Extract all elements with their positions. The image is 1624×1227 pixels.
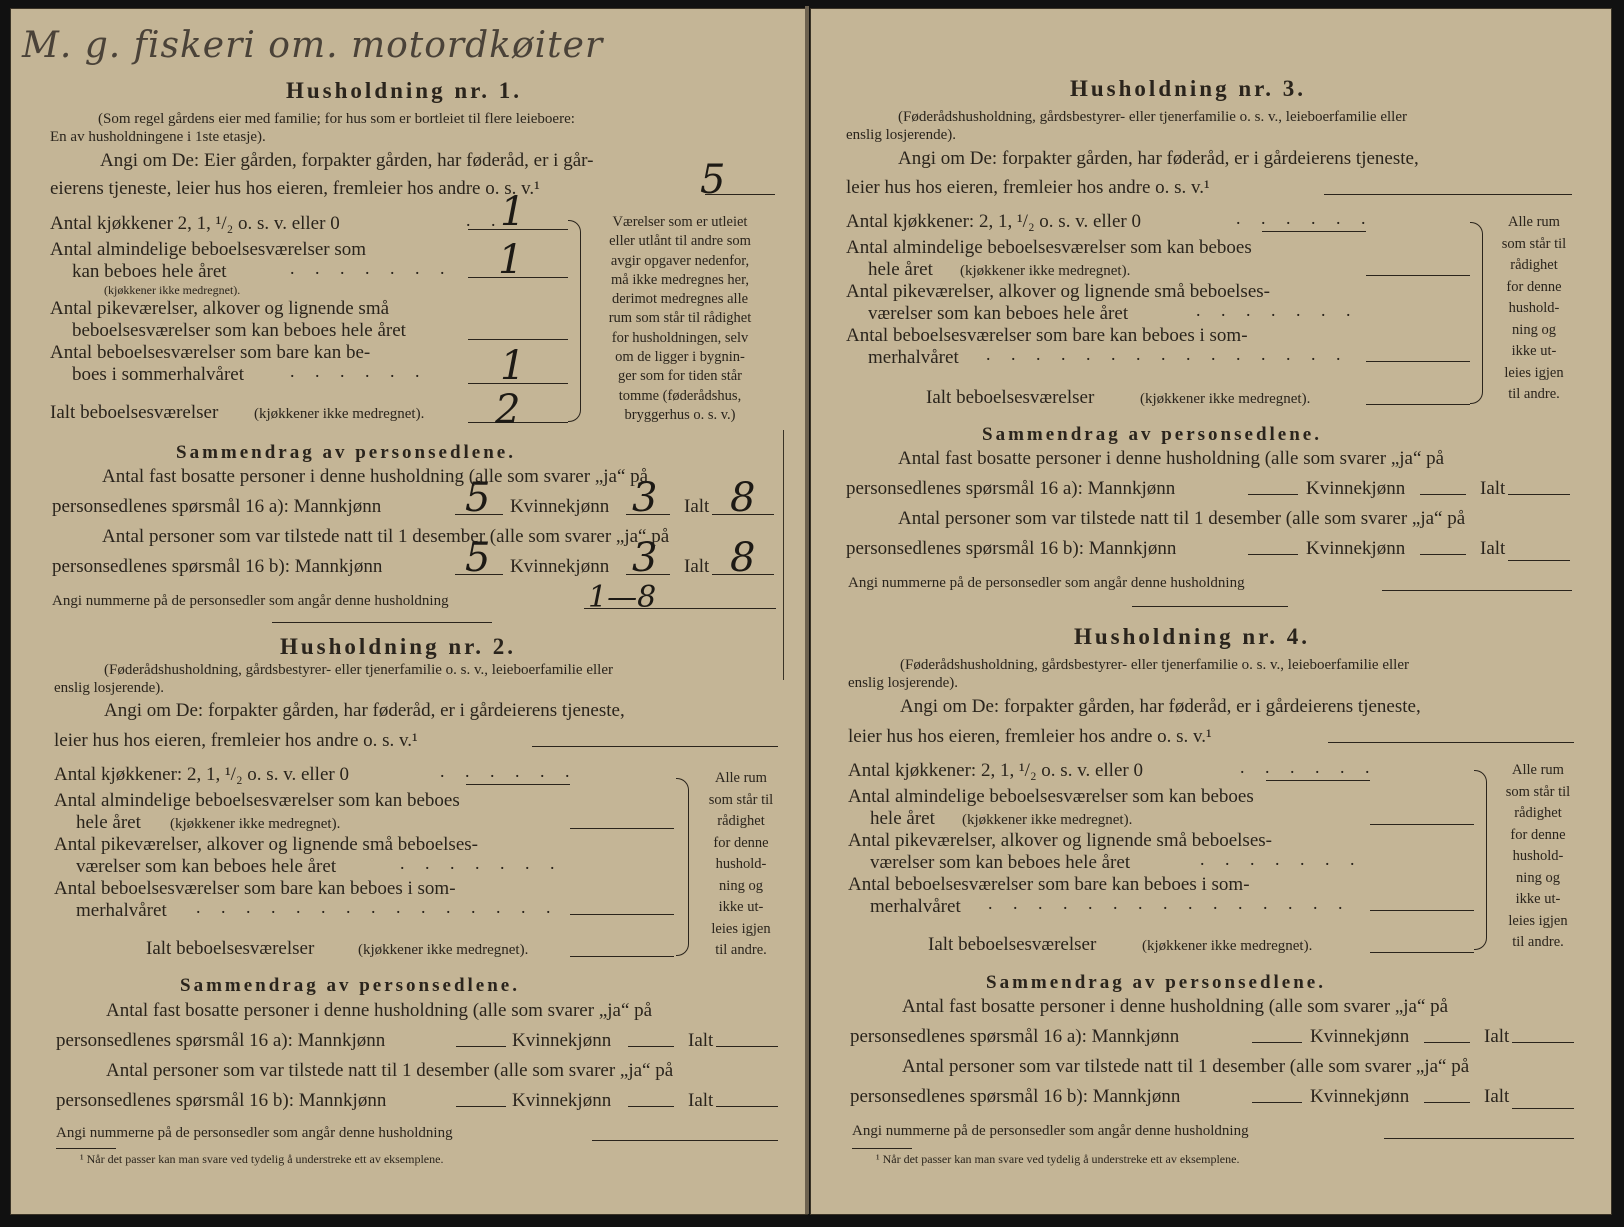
household-3-b-female-label: Kvinnekjønn bbox=[1306, 538, 1406, 559]
household-3-rooms-note: Alle rum som står til rådighet for denne hushold- ning og ikke ut- leies igjen til andre. bbox=[1501, 214, 1567, 402]
footnote-right: ¹ Når det passer kan man svare ved tydelig å understreke ett av eksemplene. bbox=[876, 1152, 1240, 1166]
household-1-title: Husholdning nr. 1. bbox=[286, 78, 522, 103]
household-4-rooms-note: Alle rum som står til rådighet for denne hushold- ning og ikke ut- leies igjen til andre. bbox=[1505, 762, 1571, 950]
household-3-angi-line-2: leier hus hos eieren, fremleier hos andre o. s. v.¹ bbox=[846, 177, 1210, 198]
household-3-total-rooms-label: Ialt beboelsesværelser bbox=[926, 387, 1095, 408]
household-1-a-total-answer: 8 bbox=[730, 475, 756, 521]
household-1-angi-line-2: eierens tjeneste, leier hus hos eieren, fremleier hos andre o. s. v.¹ bbox=[50, 178, 540, 199]
household-4-maid-rooms-line-2: værelser som kan beboes hele året bbox=[870, 852, 1131, 873]
household-4-numbers-label: Angi nummerne på de personsedler som angår denne husholdning bbox=[852, 1123, 1249, 1139]
household-4-ordinary-rooms-note: (kjøkkener ikke medregnet). bbox=[962, 812, 1133, 828]
household-1-ordinary-rooms-answer: 1 bbox=[498, 237, 524, 283]
household-2-a-female-label: Kvinnekjønn bbox=[512, 1030, 612, 1051]
footnote-left: ¹ Når det passer kan man svare ved tydelig å understreke ett av eksemplene. bbox=[80, 1152, 444, 1166]
household-2-ordinary-rooms-note: (kjøkkener ikke medregnet). bbox=[170, 816, 341, 832]
household-2-maid-rooms-line-2: værelser som kan beboes hele året bbox=[76, 856, 337, 877]
household-4-summary-a-line-2: personsedlenes spørsmål 16 a): Mannkjønn bbox=[850, 1026, 1180, 1047]
household-2-title: Husholdning nr. 2. bbox=[280, 634, 516, 659]
household-3-subtitle-2: enslig losjerende). bbox=[846, 127, 956, 143]
household-1-a-female-label: Kvinnekjønn bbox=[510, 496, 610, 517]
household-1-summer-rooms-answer: 1 bbox=[500, 343, 526, 389]
household-1-a-male-answer: 5 bbox=[465, 475, 491, 521]
household-2-summer-rooms-line-2: merhalvåret bbox=[76, 900, 167, 921]
household-4-b-total-label: Ialt bbox=[1484, 1086, 1510, 1107]
household-4-subtitle-2: enslig losjerende). bbox=[848, 675, 958, 691]
household-1-maid-rooms-line-2: beboelsesværelser som kan beboes hele året bbox=[72, 320, 406, 341]
household-2-summary-a-line-2: personsedlenes spørsmål 16 a): Mannkjønn bbox=[56, 1030, 386, 1051]
household-4-ordinary-rooms-line-1: Antal almindelige beboelsesværelser som kan beboes bbox=[848, 786, 1254, 807]
household-3-title: Husholdning nr. 3. bbox=[1070, 76, 1306, 101]
household-1-b-male-answer: 5 bbox=[465, 535, 491, 581]
household-3-separator bbox=[1132, 606, 1288, 607]
page-fold bbox=[805, 6, 809, 1214]
household-4-summary-b-line-1: Antal personer som var tilstede natt til 1 desember (alle som svarer „ja“ på bbox=[902, 1056, 1470, 1077]
household-4-kitchens-label: Antal kjøkkener: 2, 1, ¹/₂ o. s. v. eller 0 bbox=[848, 760, 1143, 781]
household-3-summary-title: Sammendrag av personsedlene. bbox=[982, 424, 1322, 445]
household-4-subtitle-1: (Føderådshusholdning, gårdsbestyrer- eller tjenerfamilie o. s. v., leieboerfamilie eller bbox=[900, 657, 1409, 673]
household-1-subtitle-1: (Som regel gårdens eier med familie; for hus som er bortleiet til flere leieboere: bbox=[98, 111, 575, 127]
household-3-a-total-label: Ialt bbox=[1480, 478, 1506, 499]
household-4-a-total-label: Ialt bbox=[1484, 1026, 1510, 1047]
household-4-summary-title: Sammendrag av personsedlene. bbox=[986, 972, 1326, 993]
household-1-kitchens-answer: 1 bbox=[500, 189, 526, 235]
household-1-maid-rooms-line-1: Antal pikeværelser, alkover og lignende små bbox=[50, 298, 390, 319]
household-4-total-rooms-label: Ialt beboelsesværelser bbox=[928, 934, 1097, 955]
household-3-numbers-label: Angi nummerne på de personsedler som angår denne husholdning bbox=[848, 575, 1245, 591]
household-1-a-female-answer: 3 bbox=[632, 475, 658, 521]
household-1-ordinary-rooms-line-1: Antal almindelige beboelsesværelser som bbox=[50, 239, 367, 260]
household-1-numbers-answer: 1—8 bbox=[588, 580, 657, 615]
household-4-angi-line-1: Angi om De: forpakter gården, har føderåd, er i gårdeierens tjeneste, bbox=[900, 696, 1421, 717]
household-2-subtitle-1: (Føderådshusholdning, gårdsbestyrer- eller tjenerfamilie o. s. v., leieboerfamilie eller bbox=[104, 662, 613, 678]
household-1-angi-line-1: Angi om De: Eier gården, forpakter gården, har føderåd, er i går- bbox=[100, 150, 594, 171]
household-4-summary-b-line-2: personsedlenes spørsmål 16 b): Mannkjønn bbox=[850, 1086, 1181, 1107]
household-3-total-rooms-note: (kjøkkener ikke medregnet). bbox=[1140, 391, 1311, 407]
household-3-b-total-label: Ialt bbox=[1480, 538, 1506, 559]
household-1-b-female-answer: 3 bbox=[632, 535, 658, 581]
household-3-summary-a-line-2: personsedlenes spørsmål 16 a): Mannkjønn bbox=[846, 478, 1176, 499]
census-form-spread: M. g. fiskeri om. motordkøiter Husholdning nr. 1. (Som regel gårdens eier med familie; for hus som er bortleiet til flere leieboere: En av husholdningene i 1ste etasje). Angi om De: Eier gården, forpakter gården, har føderåd, er i går- eierens tjeneste, leier hus hos eieren, fremleier hos andre o. s. v.¹ 5 Antal kjøkkener 2, 1, ¹/₂ o. s. v. eller 0 . . 1 Antal almindelige beboelsesværelser som kan beboes hele året . . . . . . . (kjøkkener ikke medregnet). 1 Antal pikeværelser, alkover og lignende små beboelsesværelser som kan beboes hele året Antal beboelsesværelser som bare kan be- boes i sommerhalvåret . . . . . . 1 Ialt beboelsesværelser (kjøkkener ikke medregnet). 2 Værelser som er utleiet eller utlånt til andre som avgir opgaver nedenfor, må ikke medregnes her, derimot medregnes alle rum som står til rådighet for husholdningen, selv om de ligger i bygnin- ger som for tiden står tomme (føderådshus, bryggerhus o. s. v.) Sammendrag av personsedlene. Antal fast bosatte personer i denne husholdning (alle som svarer „ja“ på personsedlenes spørsmål 16 a): Mannkjønn 5 Kvinnekjønn 3 Ialt 8 Antal personer som var tilstede natt til 1 desember (alle som svarer „ja“ på personsedlenes spørsmål 16 b): Mannkjønn 5 Kvinnekjønn 3 Ialt 8 Angi nummerne på de personsedler som angår denne husholdning 1—8 Husholdning nr. 2. (Føderådshusholdning, gårdsbestyrer- eller tjenerfamilie o. s. v., leieboerfamilie eller enslig losjerende). Angi om De: forpakter gården, har føderåd, er i gårdeierens tjeneste, leier hus hos eieren, fremleier hos andre o. s. v.¹ Antal kjøkkener: 2, 1, ¹/₂ o. s. v. eller 0 . . . . . . Antal almindelige beboelsesværelser som kan beboes hele året (kjøkkener ikke medregnet). Antal pikeværelser, alkover og lignende små beboelses- værelser som kan beboes hele året . . . . . . . Antal beboelsesværelser som bare kan beboes i som- merhalvåret . . . . . . . . . . . . . . . Ialt beboelsesværelser (kjøkkener ikke medregnet). Alle rum som står til rådighet for denne hushold- ning og ikke ut- leies igjen til andre. Sammendrag av personsedlene. Antal fast bosatte personer i denne husholdning (alle som svarer „ja“ på personsedlenes spørsmål 16 a): Mannkjønn Kvinnekjønn Ialt Antal personer som var tilstede natt til 1 desember (alle som svarer „ja“ på personsedlenes spørsmål 16 b): Mannkjønn Kvinnekjønn Ialt Angi nummerne på de personsedler som angår denne husholdning ¹ Når det passer kan man svare ved tydelig å understreke ett av eksemplene. Husholdning nr. 3. (Føderådshusholdning, gårdsbestyrer- eller tjenerfamilie o. s. v., leieboerfamilie eller enslig losjerende). Angi om De: forpakter gården, har føderåd, er i gårdeierens tjeneste, leier hus hos eieren, fremleier hos andre o. s. v.¹ Antal kjøkkener: 2, 1, ¹/₂ o. s. v. eller 0 . . . . . . Antal almindelige beboelsesværelser som kan beboes hele året (kjøkkener ikke medregnet). Antal pikeværelser, alkover og lignende små beboelses- værelser som kan beboes hele året . . . . . . . Antal beboelsesværelser som bare kan beboes i som- merhalvåret . . . . . . . . . . . . . . . Ialt beboelsesværelser (kjøkkener ikke medregnet). Alle rum som står til rådighet for denne hushold- ning og ikke ut- leies igjen til andre. Sammendrag av personsedlene. Antal fast bosatte personer i denne husholdning (alle som svarer „ja“ på personsedlenes spørsmål 16 a): Mannkjønn Kvinnekjønn Ialt Antal personer som var tilstede natt til 1 desember (alle som svarer „ja“ på personsedlenes spørsmål 16 b): Mannkjønn Kvinnekjønn Ialt Angi nummerne på de personsedler som angår denne husholdning Husholdning nr. 4. (Føderådshusholdning, gårdsbestyrer- eller tjenerfamilie o. s. v., leieboerfamilie eller enslig losjerende). Angi om De: forpakter gården, har føderåd, er i gårdeierens tjeneste, leier hus hos eieren, fremleier hos andre o. s. v.¹ Antal kjøkkener: 2, 1, ¹/₂ o. s. v. eller 0 . . . . . . Antal almindelige beboelsesværelser som kan beboes hele året (kjøkkener ikke medregnet). Antal pikeværelser, alkover og lignende små beboelses- værelser som kan beboes hele året . . . . . . . Antal beboelsesværelser som bare kan beboes i som- merhalvåret . . . . . . . . . . . . . . . Ialt beboelsesværelser (kjøkkener ikke medregnet). Alle rum som står til rådighet for denne hushold- ning og ikke ut- leies igjen til andre. Sammendrag av personsedlene. Antal fast bosatte personer i denne husholdning (alle som svarer „ja“ på personsedlenes spørsmål 16 a): Mannkjønn Kvinnekjønn Ialt Antal personer som var tilstede natt til 1 desember (alle som svarer „ja“ på personsedlenes spørsmål 16 b): Mannkjønn Kvinnekjønn Ialt Angi nummerne på de personsedler som angår denne husholdning ¹ Når det passer kan man svare ved tydelig å understreke ett av eksemplene. bbox=[0, 0, 1624, 1227]
household-4-ordinary-rooms-line-2: hele året bbox=[870, 808, 935, 829]
household-4-brace bbox=[1474, 770, 1487, 950]
household-2-summary-a-line-1: Antal fast bosatte personer i denne husholdning (alle som svarer „ja“ på bbox=[106, 1000, 653, 1021]
household-4-title: Husholdning nr. 4. bbox=[1074, 624, 1310, 649]
household-3-summary-b-line-1: Antal personer som var tilstede natt til 1 desember (alle som svarer „ja“ på bbox=[898, 508, 1466, 529]
household-1-total-rooms-note: (kjøkkener ikke medregnet). bbox=[254, 406, 425, 422]
household-1-summary-a-line-2: personsedlenes spørsmål 16 a): Mannkjønn bbox=[52, 496, 382, 517]
household-3-summer-rooms-line-2: merhalvåret bbox=[868, 347, 959, 368]
household-1-total-rooms-label: Ialt beboelsesværelser bbox=[50, 402, 219, 423]
household-1-a-total-label: Ialt bbox=[684, 496, 710, 517]
household-1-summary-title: Sammendrag av personsedlene. bbox=[176, 442, 516, 463]
household-2-ordinary-rooms-line-1: Antal almindelige beboelsesværelser som kan beboes bbox=[54, 790, 460, 811]
household-2-b-total-label: Ialt bbox=[688, 1090, 714, 1111]
household-2-angi-line-2: leier hus hos eieren, fremleier hos andre o. s. v.¹ bbox=[54, 730, 418, 751]
household-1-kitchens-label: Antal kjøkkener 2, 1, ¹/₂ o. s. v. eller 0 bbox=[50, 213, 340, 234]
household-2-maid-rooms-line-1: Antal pikeværelser, alkover og lignende små beboelses- bbox=[54, 834, 478, 855]
household-2-kitchens-label: Antal kjøkkener: 2, 1, ¹/₂ o. s. v. eller 0 bbox=[54, 764, 349, 785]
household-1-summary-b-line-2: personsedlenes spørsmål 16 b): Mannkjønn bbox=[52, 556, 383, 577]
household-2-b-female-label: Kvinnekjønn bbox=[512, 1090, 612, 1111]
household-3-subtitle-1: (Føderådshusholdning, gårdsbestyrer- eller tjenerfamilie o. s. v., leieboerfamilie eller bbox=[898, 109, 1407, 125]
household-3-ordinary-rooms-line-2: hele året bbox=[868, 259, 933, 280]
household-2-summary-b-line-1: Antal personer som var tilstede natt til 1 desember (alle som svarer „ja“ på bbox=[106, 1060, 674, 1081]
household-1-ordinary-rooms-note: (kjøkkener ikke medregnet). bbox=[104, 283, 241, 297]
household-1-summary-a-line-1: Antal fast bosatte personer i denne husholdning (alle som svarer „ja“ på bbox=[102, 466, 649, 487]
household-1-total-rooms-answer: 2 bbox=[495, 387, 521, 433]
household-2-subtitle-2: enslig losjerende). bbox=[54, 680, 164, 696]
household-4-a-female-label: Kvinnekjønn bbox=[1310, 1026, 1410, 1047]
household-1-angi-answer: 5 bbox=[700, 157, 726, 203]
household-4-total-rooms-note: (kjøkkener ikke medregnet). bbox=[1142, 938, 1313, 954]
household-3-a-female-label: Kvinnekjønn bbox=[1306, 478, 1406, 499]
household-2-total-rooms-label: Ialt beboelsesværelser bbox=[146, 938, 315, 959]
household-4-maid-rooms-line-1: Antal pikeværelser, alkover og lignende små beboelses- bbox=[848, 830, 1272, 851]
household-1-summer-rooms-line-1: Antal beboelsesværelser som bare kan be- bbox=[50, 342, 371, 363]
household-2-ordinary-rooms-line-2: hele året bbox=[76, 812, 141, 833]
household-2-brace bbox=[676, 778, 689, 956]
household-3-ordinary-rooms-line-1: Antal almindelige beboelsesværelser som kan beboes bbox=[846, 237, 1252, 258]
household-3-summary-a-line-1: Antal fast bosatte personer i denne husholdning (alle som svarer „ja“ på bbox=[898, 448, 1445, 469]
household-1-b-female-label: Kvinnekjønn bbox=[510, 556, 610, 577]
household-4-summer-rooms-line-2: merhalvåret bbox=[870, 896, 961, 917]
household-1-summary-b-line-1: Antal personer som var tilstede natt til 1 desember (alle som svarer „ja“ på bbox=[102, 526, 670, 547]
household-3-summer-rooms-line-1: Antal beboelsesværelser som bare kan beboes i som- bbox=[846, 325, 1248, 346]
household-2-total-rooms-note: (kjøkkener ikke medregnet). bbox=[358, 942, 529, 958]
household-3-maid-rooms-line-2: værelser som kan beboes hele året bbox=[868, 303, 1129, 324]
household-1-brace bbox=[568, 220, 581, 422]
household-3-kitchens-label: Antal kjøkkener: 2, 1, ¹/₂ o. s. v. eller 0 bbox=[846, 211, 1141, 232]
household-4-summary-a-line-1: Antal fast bosatte personer i denne husholdning (alle som svarer „ja“ på bbox=[902, 996, 1449, 1017]
household-3-ordinary-rooms-note: (kjøkkener ikke medregnet). bbox=[960, 263, 1131, 279]
pencil-mark bbox=[783, 430, 784, 680]
household-1-rooms-note: Værelser som er utleiet eller utlånt til andre som avgir opgaver nedenfor, må ikke medregnes her, derimot medregnes alle rum som står til rådighet for husholdningen, selv om de ligger i bygnin- ger som for tiden står tomme (føderådshus, bryggerhus o. s. v.) bbox=[608, 214, 752, 423]
household-4-summer-rooms-line-1: Antal beboelsesværelser som bare kan beboes i som- bbox=[848, 874, 1250, 895]
household-1-summer-rooms-line-2: boes i sommerhalvåret bbox=[72, 364, 245, 385]
household-3-angi-line-1: Angi om De: forpakter gården, har føderåd, er i gårdeierens tjeneste, bbox=[898, 148, 1419, 169]
household-4-angi-line-2: leier hus hos eieren, fremleier hos andre o. s. v.¹ bbox=[848, 726, 1212, 747]
handwritten-top-note: M. g. fiskeri om. motordkøiter bbox=[22, 25, 604, 66]
household-4-b-female-label: Kvinnekjønn bbox=[1310, 1086, 1410, 1107]
household-1-b-total-answer: 8 bbox=[730, 535, 756, 581]
household-1-b-total-label: Ialt bbox=[684, 556, 710, 577]
household-2-summary-b-line-2: personsedlenes spørsmål 16 b): Mannkjønn bbox=[56, 1090, 387, 1111]
household-2-rooms-note: Alle rum som står til rådighet for denne hushold- ning og ikke ut- leies igjen til andre. bbox=[708, 770, 774, 958]
household-3-brace bbox=[1470, 222, 1483, 404]
household-2-summer-rooms-line-1: Antal beboelsesværelser som bare kan beboes i som- bbox=[54, 878, 456, 899]
household-3-maid-rooms-line-1: Antal pikeværelser, alkover og lignende små beboelses- bbox=[846, 281, 1270, 302]
household-2-a-total-label: Ialt bbox=[688, 1030, 714, 1051]
household-3-summary-b-line-2: personsedlenes spørsmål 16 b): Mannkjønn bbox=[846, 538, 1177, 559]
household-1-ordinary-rooms-line-2: kan beboes hele året bbox=[72, 261, 227, 282]
household-1-separator bbox=[272, 622, 492, 623]
household-2-summary-title: Sammendrag av personsedlene. bbox=[180, 975, 520, 996]
household-1-numbers-label: Angi nummerne på de personsedler som angår denne husholdning bbox=[52, 593, 449, 609]
household-2-numbers-label: Angi nummerne på de personsedler som angår denne husholdning bbox=[56, 1125, 453, 1141]
household-2-angi-line-1: Angi om De: forpakter gården, har føderåd, er i gårdeierens tjeneste, bbox=[104, 700, 625, 721]
household-1-subtitle-2: En av husholdningene i 1ste etasje). bbox=[50, 129, 266, 145]
